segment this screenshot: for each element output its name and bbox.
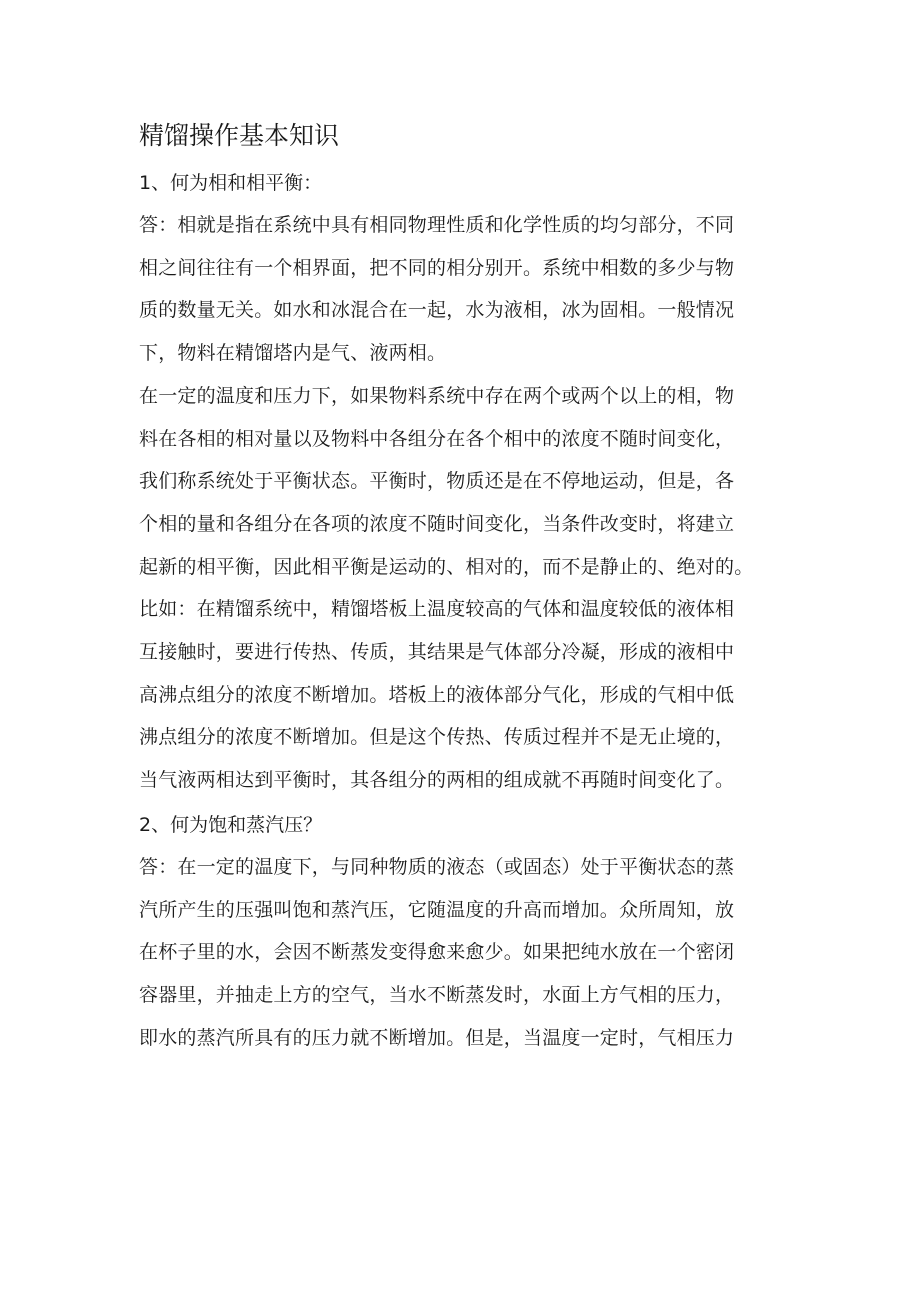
section-1 <box>139 162 799 802</box>
text-line: 互接触时，要进行传热、传质，其结果是气体部分冷凝，形成的液相中 <box>139 641 735 664</box>
section-2 <box>139 804 799 1060</box>
document-title: 精馏操作基本知识 <box>139 121 340 150</box>
text-line: 料在各相的相对量以及物料中各组分在各个相中的浓度不随时间变化， <box>139 427 735 450</box>
text-line: 即水的蒸汽所具有的压力就不断增加。但是，当温度一定时，气相压力 <box>139 1026 735 1049</box>
text-line: 汽所产生的压强叫饱和蒸汽压，它随温度的升高而增加。众所周知，放 <box>139 898 735 921</box>
text-line: 高沸点组分的浓度不断增加。塔板上的液体部分气化，形成的气相中低 <box>139 683 735 706</box>
text-line: 沸点组分的浓度不断增加。但是这个传热、传质过程并不是无止境的， <box>139 726 735 749</box>
document-page <box>139 112 799 1059</box>
answer-2-paragraph-1 <box>139 846 799 1060</box>
text-line: 质的数量无关。如水和冰混合在一起，水为液相，冰为固相。一般情况 <box>139 299 735 322</box>
text-line: 下，物料在精馏塔内是气、液两相。 <box>139 342 447 365</box>
text-line: 相之间往往有一个相界面，把不同的相分别开。系统中相数的多少与物 <box>139 256 735 279</box>
text-line: 我们称系统处于平衡状态。平衡时，物质还是在不停地运动，但是，各 <box>139 470 735 493</box>
text-line: 容器里，并抽走上方的空气，当水不断蒸发时，水面上方气相的压力， <box>139 983 735 1006</box>
text-line: 个相的量和各组分在各项的浓度不随时间变化，当条件改变时，将建立 <box>139 512 735 535</box>
answer-1-paragraph-2 <box>139 375 799 589</box>
text-line: 在一定的温度和压力下，如果物料系统中存在两个或两个以上的相，物 <box>139 384 735 407</box>
text-line: 答：在一定的温度下，与同种物质的液态（或固态）处于平衡状态的蒸 <box>139 855 735 878</box>
answer-1-paragraph-3 <box>139 588 799 802</box>
text-line: 比如：在精馏系统中，精馏塔板上温度较高的气体和温度较低的液体相 <box>139 598 735 621</box>
question-1: 1、何为相和相平衡： <box>139 172 323 194</box>
text-line: 当气液两相达到平衡时，其各组分的两相的组成就不再随时间变化了。 <box>139 769 735 792</box>
text-line: 起新的相平衡，因此相平衡是运动的、相对的，而不是静止的、绝对的。 <box>139 555 754 578</box>
text-line: 答：相就是指在系统中具有相同物理性质和化学性质的均匀部分，不同 <box>139 214 735 236</box>
text-line: 在杯子里的水，会因不断蒸发变得愈来愈少。如果把纯水放在一个密闭 <box>139 941 735 964</box>
answer-1-paragraph-1 <box>139 204 799 375</box>
question-2: 2、何为饱和蒸汽压？ <box>139 813 323 836</box>
